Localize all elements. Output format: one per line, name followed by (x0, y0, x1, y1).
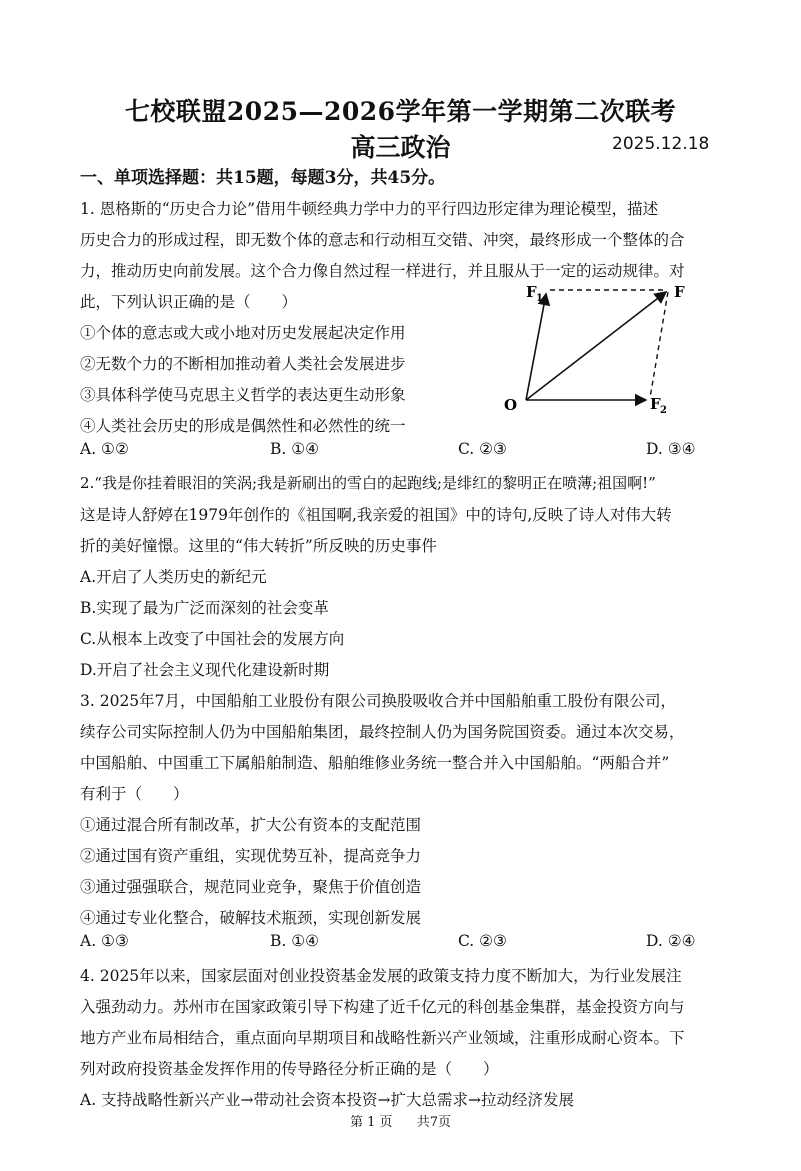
exam-subject: 高三政治 (350, 133, 451, 162)
q3-item-2: ②通过国有资产重组，实现优势互补，提高竞争力 (80, 847, 422, 865)
label-f2: F (650, 395, 661, 413)
page-footer (0, 1111, 801, 1130)
q4-line-3: 地方产业布局相结合，重点面向早期项目和战略性新兴产业领域，注重形成耐心资本。下 (80, 1029, 685, 1047)
q2-option-b[interactable]: B.实现了最为广泛而深刻的社会变革 (80, 599, 329, 617)
q4-line-4: 列对政府投资基金发挥作用的传导路径分析正确的是（ ） (80, 1060, 499, 1078)
q2-line-2: 这是诗人舒婷在1979年创作的《祖国啊,我亲爱的祖国》中的诗句,反映了诗人对伟大转 (80, 506, 672, 524)
q1-item-2: ②无数个力的不断相加推动着人类社会发展进步 (80, 355, 406, 373)
section-heading: 一、单项选择题：共15题，每题3分，共45分。 (80, 168, 446, 188)
vector-f1-arrow (526, 294, 546, 400)
q3-line-1: 3. 2025年7月，中国船舶工业股份有限公司换股吸收合并中国船舶重工股份有限公司， (80, 692, 677, 710)
q3-item-4: ④通过专业化整合，破解技术瓶颈，实现创新发展 (80, 909, 422, 927)
q3-line-3: 中国船舶、中国重工下属船舶制造、船舶维修业务统一整合并入中国船舶。“两船合并” (80, 754, 670, 772)
q3-option-c[interactable]: C. ②③ (458, 932, 507, 950)
q3-line-4: 有利于（ ） (80, 785, 189, 803)
q1-item-4: ④人类社会历史的形成是偶然性和必然性的统一 (80, 417, 406, 435)
q1-line-1: 1. 恩格斯的“历史合力论”借用牛顿经典力学中力的平行四边形定律为理论模型，描述 (80, 200, 659, 218)
q2-option-d[interactable]: D.开启了社会主义现代化建设新时期 (80, 661, 330, 679)
q1-line-3: 力，推动历史向前发展。这个合力像自然过程一样进行，并且服从于一定的运动规律。对 (80, 262, 685, 280)
q4-line-2: 入强劲动力。苏州市在国家政策引导下构建了近千亿元的科创基金集群，基金投资方向与 (80, 998, 685, 1016)
q3-option-b[interactable]: B. ①④ (270, 932, 320, 950)
label-o: O (504, 396, 518, 414)
q3-option-a[interactable]: A. ①③ (80, 932, 129, 950)
q3-item-1: ①通过混合所有制改革，扩大公有资本的支配范围 (80, 816, 422, 834)
page-number: 第 1 页 (350, 1115, 393, 1130)
q2-line-3: 折的美好憧憬。这里的“伟大转折”所反映的历史事件 (80, 537, 437, 555)
q1-option-b[interactable]: B. ①④ (270, 440, 320, 458)
label-f: F (674, 283, 685, 301)
q3-item-3: ③通过强强联合，规范同业竞争，聚焦于价值创造 (80, 878, 422, 896)
force-parallelogram-diagram (500, 280, 700, 420)
vector-f-arrow (526, 292, 666, 400)
q3-line-2: 续存公司实际控制人仍为中国船舶集团，最终控制人仍为国务院国资委。通过本次交易， (80, 723, 685, 741)
q4-option-a[interactable]: A. 支持战略性新兴产业→带动社会资本投资→扩大总需求→拉动经济发展 (80, 1091, 575, 1109)
q1-line-2: 历史合力的形成过程，即无数个体的意志和行动相互交错、冲突，最终形成一个整体的合 (80, 231, 685, 249)
q2-option-a[interactable]: A.开启了人类历史的新纪元 (80, 568, 267, 586)
exam-title: 七校联盟2025—2026学年第一学期第二次联考 (124, 97, 677, 126)
q1-option-d[interactable]: D. ③④ (646, 440, 696, 458)
q1-line-4: 此，下列认识正确的是（ ） (80, 293, 298, 311)
exam-date: 2025.12.18 (612, 134, 710, 154)
label-f1: F (526, 283, 537, 301)
q1-option-a[interactable]: A. ①② (80, 440, 129, 458)
q1-option-c[interactable]: C. ②③ (458, 440, 507, 458)
q2-option-c[interactable]: C.从根本上改变了中国社会的发展方向 (80, 630, 345, 648)
q1-item-1: ①个体的意志或大或小地对历史发展起决定作用 (80, 324, 406, 342)
label-f1-subscript: 1 (536, 293, 543, 304)
label-f2-subscript: 2 (660, 405, 667, 416)
q3-option-d[interactable]: D. ②④ (646, 932, 696, 950)
dashed-right-edge (650, 292, 668, 398)
q1-item-3: ③具体科学使马克思主义哲学的表达更生动形象 (80, 386, 406, 404)
q2-line-1: 2.“我是你挂着眼泪的笑涡;我是新刷出的雪白的起跑线;是绯红的黎明正在喷薄;祖国啊!” (80, 474, 656, 492)
page-total: 共7页 (416, 1115, 451, 1130)
q4-line-1: 4. 2025年以来，国家层面对创业投资基金发展的政策支持力度不断加大，为行业发展注 (80, 967, 682, 985)
